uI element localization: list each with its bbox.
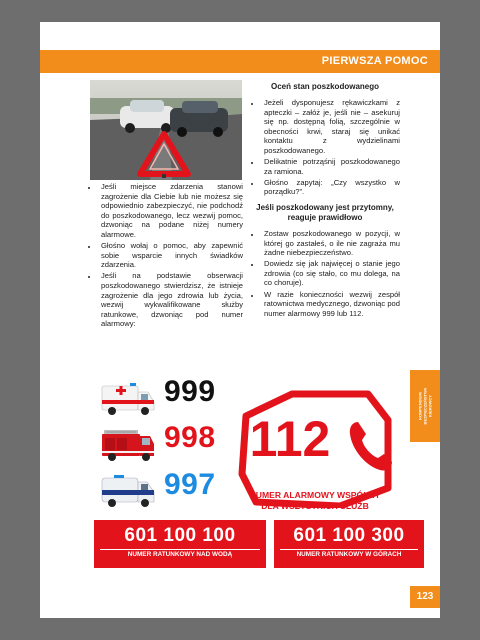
- mountain-rescue-box: [274, 520, 424, 568]
- water-rescue-box: [94, 520, 266, 568]
- ambulance-icon: [100, 378, 156, 418]
- mountain-rescue-number: 601 100 300: [293, 525, 405, 546]
- police-number: 997: [164, 468, 216, 501]
- accident-photo: [90, 80, 242, 180]
- list-item: • Delikatnie potrząśnij poszkodowanego za ramiona.: [261, 157, 400, 176]
- fire-number: 998: [164, 421, 216, 454]
- conscious-list: [250, 229, 400, 318]
- water-rescue-number: 601 100 100: [124, 525, 236, 546]
- section-header: PIERWSZA POMOC: [40, 50, 440, 73]
- conscious-heading: Jeśli poszkodowany jest przytomny, reaguje prawidłowo: [256, 202, 394, 222]
- side-tab-line: KIEROWCY: [427, 395, 433, 418]
- right-column: [250, 82, 400, 320]
- emergency-caption: [230, 490, 400, 512]
- water-rescue-label: NUMER RATUNKOWY NAD WODĄ: [100, 549, 260, 560]
- side-tab-line: KOMPENDIUM: [417, 392, 423, 420]
- ambulance-number: 999: [164, 375, 216, 408]
- list-item: • Głośno wołaj o pomoc, aby zapewnić sobie wsparcie innych świadków zdarzenia.: [98, 241, 243, 270]
- assess-heading: Oceń stan poszkodowanego: [270, 82, 379, 91]
- left-bullet-list: [87, 182, 243, 329]
- list-item: • Jeśli na podstawie obserwacji poszkodowanego stwierdzisz, że istnieje zagrożenie dla jego zdrowia lub życia, wezwij wykwalifikowane służby ratunkowe, dzwoniąc pod numer alarmowy:: [98, 271, 243, 329]
- list-item: • Głośno zapytaj: „Czy wszystko w porządku?”.: [261, 178, 400, 197]
- side-tab-line: BEZPIECZEŃSTWA: [422, 387, 428, 425]
- list-item: • Dowiedz się jak najwięcej o stanie jego zdrowia (co się stało, co mu dolega, na co choruje).: [261, 259, 400, 288]
- list-item: • W razie konieczności wezwij zespół ratownictwa medycznego, dzwoniąc pod numer alarmowy 999 lub 112.: [261, 290, 400, 319]
- list-item: • Jeśli miejsce zdarzenia stanowi zagrożenie dla Ciebie lub nie możesz się odpowiednio zabezpieczyć, nie podchodź do poszkodowanego, lecz wezwij pomoc, dzwoniąc na podane niżej numery alarmowe.: [98, 182, 243, 240]
- fire-truck-icon: [100, 424, 156, 464]
- emergency-caption-line: NUMER ALARMOWY WSPÓLNY: [249, 490, 381, 500]
- document-page: [40, 22, 440, 618]
- list-item: • Zostaw poszkodowanego w pozycji, w której go zastałeś, o ile nie zagraża mu żadne niebezpieczeństwo.: [261, 229, 400, 258]
- emergency-caption-line: DLA WSZYSTKICH SŁUŻB: [261, 501, 369, 511]
- side-tab: [410, 370, 440, 442]
- page-number: 123: [410, 586, 440, 608]
- emergency-number: 112: [249, 411, 331, 467]
- mountain-rescue-label: NUMER RATUNKOWY W GÓRACH: [280, 549, 418, 560]
- left-column: [87, 182, 243, 330]
- list-item: • Jeżeli dysponujesz rękawiczkami z apteczki – załóż je, jeśli nie – asekuruj się np. dostępną folią, szczególnie w obecności krwi, staraj się unikać kontaktu z wydzielinami poszkodowanego.: [261, 98, 400, 156]
- side-tab-label: [418, 388, 433, 425]
- assess-list: [250, 98, 400, 197]
- police-van-icon: [100, 470, 156, 510]
